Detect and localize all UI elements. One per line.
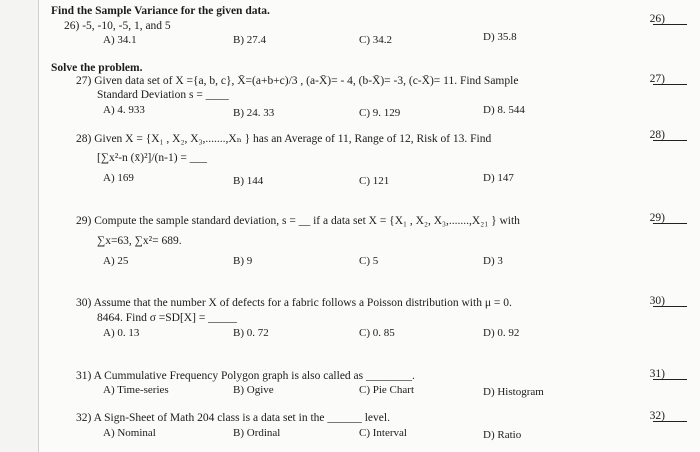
question-27-line1: 27) Given data set of X ={a, b, c}, X̄=(a+b+c)/3 , (a-X̄)= - 4, (b-X̄)= -3, (c-X̄)= 11. Find Sample [76,75,519,87]
question-26-text: 26) -5, -10, -5, 1, and 5 [64,20,171,32]
q29-option-b: B) 9 [233,255,253,267]
q27-option-d: D) 8. 544 [483,104,525,116]
q30-option-a: A) 0. 13 [103,327,140,339]
q29-option-d: D) 3 [483,255,503,267]
q26-option-c: C) 34.2 [359,34,392,46]
q29-answer-blank[interactable] [653,223,687,224]
section-heading-variance: Find the Sample Variance for the given data. [51,5,270,17]
question-29-line1: 29) Compute the sample standard deviation, s = __ if a data set X = {X₁ , X₂, X₃,.......,X₂₁ } with [76,215,520,227]
q27-option-a: A) 4. 933 [103,104,145,116]
q30-option-b: B) 0. 72 [233,327,269,339]
q27-option-b: B) 24. 33 [233,107,275,119]
q28-option-b: B) 144 [233,175,264,187]
q27-answer-blank[interactable] [653,84,687,85]
q30-answer-number: 30) [649,295,665,307]
question-27-line2: Standard Deviation s = ____ [97,89,229,101]
q32-option-c: C) Interval [359,427,407,439]
q31-option-d: D) Histogram [483,386,544,398]
q26-option-d: D) 35.8 [483,31,517,43]
q28-answer-blank[interactable] [653,140,687,141]
q31-answer-number: 31) [649,368,665,380]
q30-option-d: D) 0. 92 [483,327,520,339]
q30-answer-blank[interactable] [653,306,687,307]
q27-option-c: C) 9. 129 [359,107,401,119]
q26-answer-number: 26) [649,13,665,25]
question-31-line1: 31) A Cummulative Frequency Polygon graph is also called as ________. [76,370,415,382]
question-32-line1: 32) A Sign-Sheet of Math 204 class is a data set in the ______ level. [76,412,390,424]
q32-option-b: B) Ordinal [233,427,281,439]
q26-option-a: A) 34.1 [103,34,137,46]
section-heading-solve: Solve the problem. [51,62,143,74]
worksheet-page [38,0,700,452]
q28-option-d: D) 147 [483,172,514,184]
q26-option-b: B) 27.4 [233,34,266,46]
question-30-line2: 8464. Find σ =SD[X] = _____ [97,312,237,324]
q31-option-b: B) Ogive [233,384,274,396]
question-28-line1: 28) Given X = {X₁ , X₂, X₃,.......,Xₙ } has an Average of 11, Range of 12, Risk of 13. Find [76,133,492,145]
q31-option-a: A) Time-series [103,384,169,396]
q26-answer-blank[interactable] [653,24,687,25]
q28-option-a: A) 169 [103,172,134,184]
q29-answer-number: 29) [649,212,665,224]
question-29-line2: ∑x=63, ∑x²= 689. [97,235,182,247]
q32-option-a: A) Nominal [103,427,156,439]
q28-answer-number: 28) [649,129,665,141]
q28-option-c: C) 121 [359,175,390,187]
q30-option-c: C) 0. 85 [359,327,395,339]
q31-answer-blank[interactable] [653,379,687,380]
q32-option-d: D) Ratio [483,429,522,441]
q32-answer-blank[interactable] [653,421,687,422]
question-28-line2: [∑x²-n (x̄)²]/(n-1) = ___ [97,152,208,164]
q32-answer-number: 32) [649,410,665,422]
q31-option-c: C) Pie Chart [359,384,414,396]
q29-option-c: C) 5 [359,255,379,267]
q27-answer-number: 27) [649,73,665,85]
question-30-line1: 30) Assume that the number X of defects for a fabric follows a Poisson distribution with μ = 0. [76,297,512,309]
q29-option-a: A) 25 [103,255,129,267]
